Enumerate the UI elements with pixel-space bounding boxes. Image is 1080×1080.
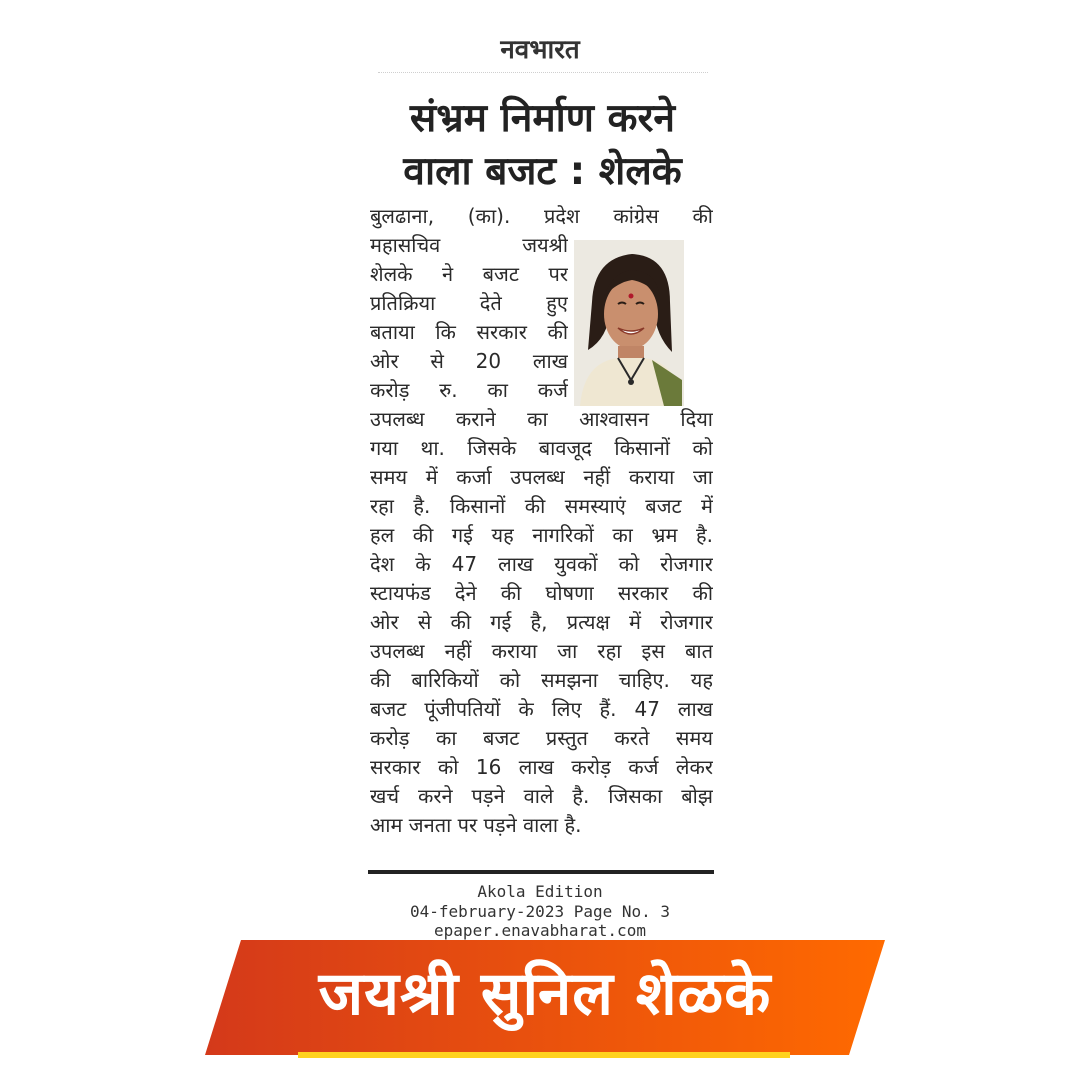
- website-label: epaper.enavabharat.com: [434, 921, 646, 940]
- article-line: करोड़ का बजट प्रस्तुत करते समय: [370, 726, 713, 750]
- article-line: देश के 47 लाख युवकों को रोजगार: [370, 552, 713, 576]
- article-line: समय में कर्जा उपलब्ध नहीं कराया जा: [370, 465, 713, 489]
- article-line: महासचिव जयश्री: [370, 233, 568, 257]
- article-line: बुलढाना, (का). प्रदेश कांग्रेस की: [370, 204, 713, 228]
- article-line: हल की गई यह नागरिकों का भ्रम है.: [370, 523, 713, 547]
- headline-line-1: संभ्रम निर्माण करने: [409, 96, 676, 141]
- article-line: गया था. जिसके बावजूद किसानों को: [370, 436, 713, 460]
- portrait-photo: [574, 240, 684, 406]
- article-line: उपलब्ध कराने का आश्वासन दिया: [370, 407, 713, 431]
- article-line: खर्च करने पड़ने वाले है. जिसका बोझ: [370, 784, 713, 808]
- portrait-illustration: [574, 240, 684, 406]
- article-line: रहा है. किसानों की समस्याएं बजट में: [370, 494, 713, 518]
- banner-underline: [298, 1052, 790, 1058]
- newspaper-masthead: नवभारत: [500, 35, 580, 65]
- article-line: स्टायफंड देने की घोषणा सरकार की: [370, 581, 713, 605]
- article-line: की बारिकियों को समझना चाहिए. यह: [370, 668, 713, 692]
- article-line: प्रतिक्रिया देते हुए: [370, 291, 568, 315]
- article-line: उपलब्ध नहीं कराया जा रहा इस बात: [370, 639, 713, 663]
- article-line: ओर से 20 लाख: [370, 349, 568, 373]
- article-headline: [370, 92, 715, 198]
- date-page-label: 04-february-2023 Page No. 3: [409, 902, 671, 921]
- article-line: करोड़ रु. का कर्ज: [370, 378, 568, 402]
- article-line: बताया कि सरकार की: [370, 320, 568, 344]
- article-line: बजट पूंजीपतियों के लिए हैं. 47 लाख: [370, 697, 713, 721]
- article-bottom-rule: [368, 870, 714, 874]
- headline-line-2: वाला बजट : शेलके: [403, 149, 682, 194]
- article-line: सरकार को 16 लाख करोड़ कर्ज लेकर: [370, 755, 713, 779]
- article-line: ओर से की गई है, प्रत्यक्ष में रोजगार: [370, 610, 713, 634]
- masthead-divider: [378, 72, 708, 73]
- banner-name: जयश्री सुनिल शेळके: [318, 959, 772, 1029]
- edition-label: Akola Edition: [477, 882, 603, 901]
- article-line: शेलके ने बजट पर: [370, 262, 568, 286]
- article-line: आम जनता पर पड़ने वाला है.: [370, 813, 582, 837]
